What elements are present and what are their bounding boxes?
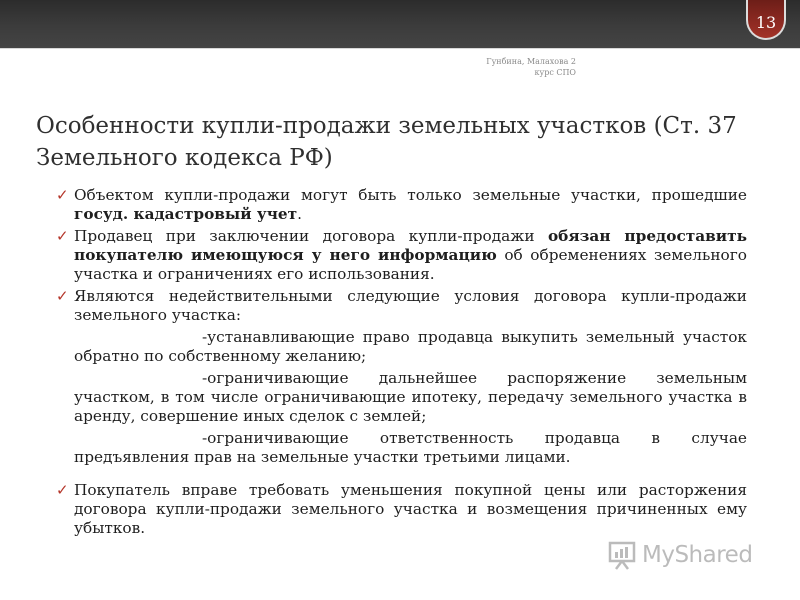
bullet-cadastral-registration (52, 186, 747, 224)
header-divider (0, 48, 800, 49)
bullet-bold-text: госуд. кадастровый учет (74, 205, 298, 223)
bullet-text: Покупатель вправе требовать уменьшения покупной цены или расторжения договора купли-продажи земельного участка и возмещения причиненных ему убытков. (74, 481, 747, 537)
bullet-invalid-conditions (52, 287, 747, 325)
checkmark-icon: ✓ (56, 481, 69, 499)
sub-item-liability-limit: -ограничивающие ответственность продавца в случае предъявления прав на земельные участки третьими лицами. (74, 429, 747, 466)
author-line-2: курс СПО (534, 68, 576, 77)
checkmark-icon: ✓ (56, 227, 69, 245)
slide-body (52, 186, 747, 538)
bullet-text: Являются недействительными следующие условия договора купли-продажи земельного участка: (74, 287, 747, 324)
bullet-seller-obligation (52, 227, 747, 284)
bullet-text: Продавец при заключении договора купли-продажи (74, 227, 548, 245)
page-number-tab (746, 0, 786, 40)
bullet-text: . (297, 205, 302, 223)
sub-item-disposal-restriction: -ограничивающие дальнейшее распоряжение земельным участком, в том числе ограничивающие ипотеку, передачу земельного участка в аренду, совершение иных сделок с землей; (74, 369, 747, 425)
author-note (466, 56, 576, 78)
bullet-text: Объектом купли-продажи могут быть только земельные участки, прошедшие (74, 186, 747, 204)
page-number: 13 (755, 12, 777, 32)
bullet-text: об обременениях земельного участка и ограничениях его использования. (74, 246, 747, 283)
checkmark-icon: ✓ (56, 287, 69, 305)
checkmark-icon: ✓ (56, 186, 69, 204)
author-line-1: Гунбина, Малахова 2 (486, 57, 576, 66)
bullet-buyer-rights (52, 481, 747, 538)
watermark-text: MyShared (642, 542, 753, 568)
myshared-watermark (608, 536, 768, 574)
slide-title: Особенности купли-продажи земельных участков (Ст. 37 Земельного кодекса РФ) (36, 113, 737, 171)
bullet-bold-text: обязан предоставить покупателю имеющуюся у него информацию (74, 227, 747, 264)
spacer (52, 467, 747, 481)
slide-header-bar (0, 0, 800, 48)
sub-item-buyback-right: -устанавливающие право продавца выкупить земельный участок обратно по собственному желанию; (74, 328, 747, 365)
presentation-board-icon (608, 539, 638, 571)
